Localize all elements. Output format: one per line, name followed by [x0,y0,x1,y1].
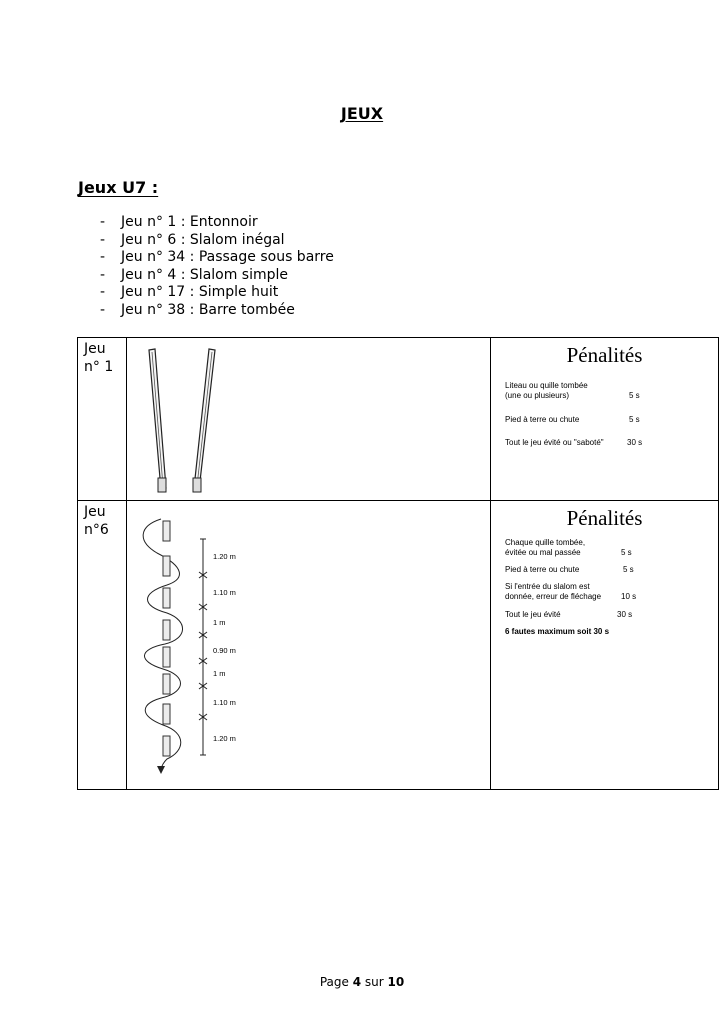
game-label-cell: Jeu n° 1 [78,338,127,501]
slalom-diagram [127,501,490,785]
penalty-value: 30 s [627,438,643,447]
penalty-text: Tout le jeu évité ou "saboté" [505,438,604,447]
list-item: - Jeu n° 4 : Slalom simple [100,266,289,283]
distance-label: 1 m [213,669,226,678]
penalty-text: Chaque quille tombée, évitée ou mal passée [505,538,586,557]
page-title: JEUX [340,104,384,123]
penalty-value: 5 s [621,548,632,557]
penalties-title: Pénalités [566,343,643,367]
distance-label: 1.20 m [213,552,236,561]
distance-label: 1.20 m [213,734,236,743]
penalty-note: 6 fautes maximum soit 30 s [505,627,610,636]
penalty-text: Si l'entrée du slalom est donnée, erreur de fléchage [505,582,602,601]
penalty-value: 5 s [623,565,634,574]
list-item: - Jeu n° 17 : Simple huit [100,284,279,301]
penalty-text: Pied à terre ou chute [505,565,580,574]
table-row [78,338,719,501]
penalty-text: Pied à terre ou chute [505,415,580,424]
table-row [78,501,719,790]
distance-label: 1 m [213,618,226,627]
game-diagram-cell [127,501,491,790]
penalties-cell [491,338,719,501]
list-item: - Jeu n° 38 : Barre tombée [100,301,295,318]
penalty-text: Liteau ou quille tombée (une ou plusieurs) [505,381,588,400]
penalty-text: Tout le jeu évité [505,610,561,619]
list-item: - Jeu n° 34 : Passage sous barre [100,249,334,266]
distance-label: 1.10 m [213,588,236,597]
distance-label: 1.10 m [213,698,236,707]
distance-label: 0.90 m [213,646,236,655]
penalty-value: 5 s [629,391,640,400]
games-table [77,337,719,790]
penalty-value: 30 s [617,610,633,619]
funnel-diagram [127,338,490,496]
list-item: - Jeu n° 1 : Entonnoir [100,214,258,230]
penalties-title: Pénalités [566,506,643,530]
penalties-cell [491,501,719,790]
section-title: Jeux U7 : [78,178,159,197]
game-label-cell: Jeu n°6 [78,501,127,790]
games-list [100,214,334,320]
list-item: - Jeu n° 6 : Slalom inégal [100,231,285,248]
cone-group [163,521,170,756]
penalty-value: 10 s [621,592,637,601]
penalty-value: 5 s [629,415,640,424]
game-diagram-cell [127,338,491,501]
page-footer: Page 4 sur 10 [319,975,405,989]
